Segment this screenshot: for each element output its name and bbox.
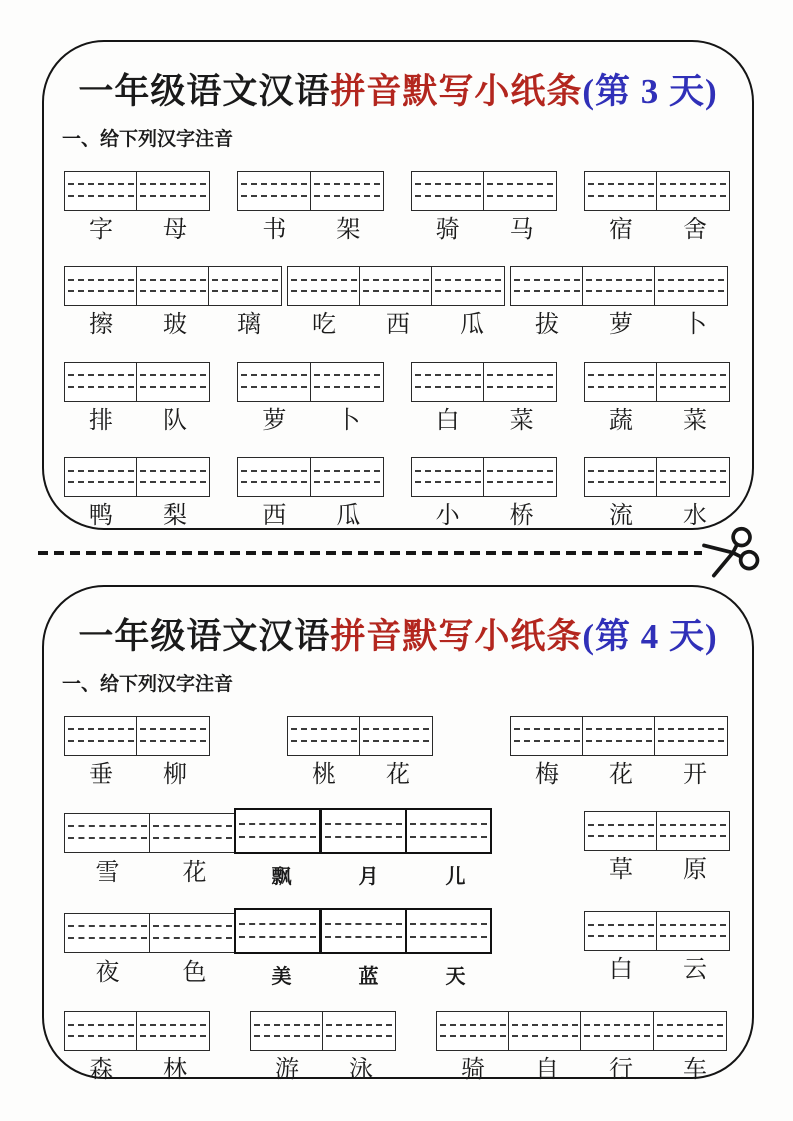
hanzi-label: 擦 (89, 312, 113, 339)
hanzi-label: 森 (89, 1057, 113, 1084)
hanzi-label: 桥 (509, 503, 534, 530)
pinyin-rows-day4 (60, 716, 736, 1084)
pinyin-cell (510, 716, 584, 756)
hanzi-labels (584, 951, 732, 983)
hanzi-label: 拔 (535, 312, 559, 339)
pinyin-cell (136, 1011, 210, 1051)
pinyin-cells (584, 911, 732, 951)
hanzi-label: 柳 (163, 762, 187, 788)
hanzi-label: 桃 (312, 762, 336, 788)
word-group (64, 266, 286, 338)
instruction-line: 一、给下列汉字注音 (62, 129, 234, 150)
pinyin-cell (64, 1011, 138, 1051)
card-title-day3 (60, 64, 736, 114)
hanzi-labels (64, 1051, 212, 1083)
hanzi-label: 游 (275, 1057, 299, 1084)
word-group (510, 266, 732, 338)
pinyin-cells (237, 171, 385, 211)
pinyin-cell (508, 1011, 582, 1051)
hanzi-label: 飘 (271, 866, 292, 889)
title-blue-part: (第 4 天) (582, 617, 718, 656)
word-group (64, 716, 212, 788)
hanzi-label: 蔬 (608, 407, 633, 434)
pinyin-cell (287, 266, 361, 306)
word-group (64, 362, 212, 434)
pinyin-cell (431, 266, 505, 306)
pinyin-cells (411, 171, 559, 211)
pinyin-cell (64, 457, 138, 497)
pinyin-cell (64, 813, 151, 853)
pinyin-cells (64, 911, 499, 954)
hanzi-labels (237, 211, 385, 243)
pinyin-cells (64, 716, 212, 756)
pinyin-cell (582, 716, 656, 756)
pinyin-cells (584, 171, 732, 211)
pinyin-cell (584, 911, 658, 951)
pinyin-cell (310, 362, 384, 402)
hanzi-label: 母 (163, 217, 187, 243)
hanzi-label: 雪 (95, 860, 120, 887)
hanzi-labels (411, 402, 559, 434)
pinyin-cell (584, 171, 658, 211)
pinyin-cell (582, 266, 656, 306)
hanzi-label: 花 (386, 762, 410, 788)
pinyin-cells (411, 457, 559, 497)
pinyin-cells (584, 811, 732, 851)
pinyin-cells (436, 1011, 732, 1051)
pinyin-cell (322, 1011, 396, 1051)
hanzi-label: 夜 (95, 960, 120, 987)
hanzi-label: 菜 (682, 407, 707, 434)
hanzi-label: 行 (609, 1057, 633, 1084)
pinyin-cells (287, 266, 509, 306)
pinyin-cell (64, 171, 138, 211)
hanzi-label: 萝 (609, 312, 633, 339)
pinyin-cell (149, 813, 236, 853)
title-blue-part: (第 3 天) (582, 72, 718, 111)
pinyin-cell (250, 1011, 324, 1051)
pinyin-cell (584, 362, 658, 402)
hanzi-labels (584, 211, 732, 243)
hanzi-label: 云 (683, 957, 707, 984)
word-group (584, 811, 732, 883)
pinyin-cell (405, 808, 492, 854)
hanzi-labels (250, 1051, 398, 1083)
pinyin-cells (64, 362, 212, 402)
hanzi-label: 天 (445, 966, 466, 989)
worksheet-card-day3 (42, 40, 754, 530)
hanzi-label: 色 (182, 960, 207, 987)
hanzi-labels (584, 851, 732, 883)
word-group (510, 716, 732, 788)
hanzi-label: 卜 (683, 312, 707, 339)
hanzi-label: 流 (608, 503, 633, 530)
hanzi-label: 骑 (461, 1057, 485, 1084)
pinyin-cells (64, 457, 212, 497)
pinyin-cells (64, 811, 499, 854)
title-red-part: 拼音默写小纸条 (330, 72, 583, 111)
pinyin-cell (436, 1011, 510, 1051)
hanzi-label: 原 (683, 857, 707, 884)
hanzi-labels (64, 497, 212, 529)
pinyin-cell (64, 913, 151, 953)
pinyin-cells (64, 1011, 212, 1051)
pinyin-cell (584, 811, 658, 851)
pinyin-cell (359, 266, 433, 306)
word-group (584, 911, 732, 983)
pinyin-row (64, 362, 732, 434)
hanzi-label: 字 (89, 217, 113, 243)
hanzi-label: 架 (336, 217, 361, 243)
word-group (250, 1011, 398, 1083)
word-group (64, 911, 499, 988)
hanzi-label: 璃 (237, 312, 261, 339)
hanzi-labels (411, 497, 559, 529)
hanzi-label: 书 (262, 217, 287, 243)
hanzi-label: 垂 (89, 762, 113, 788)
hanzi-labels (64, 211, 212, 243)
hanzi-label: 吃 (312, 312, 336, 339)
pinyin-cells (584, 362, 732, 402)
word-group (237, 457, 385, 529)
pinyin-cell (654, 716, 728, 756)
pinyin-cell (483, 171, 557, 211)
pinyin-cell (405, 908, 492, 954)
pinyin-cell (310, 457, 384, 497)
pinyin-row (64, 716, 732, 788)
pinyin-cell (654, 266, 728, 306)
pinyin-cell (411, 362, 485, 402)
hanzi-label: 美 (271, 966, 292, 989)
hanzi-label: 马 (509, 217, 534, 243)
hanzi-label: 蓝 (358, 966, 379, 989)
hanzi-label: 小 (435, 503, 460, 530)
pinyin-cell (136, 457, 210, 497)
hanzi-labels (436, 1051, 732, 1083)
word-group (411, 171, 559, 243)
hanzi-labels (584, 497, 732, 529)
hanzi-label: 儿 (445, 866, 466, 889)
word-group (584, 457, 732, 529)
pinyin-cell (149, 913, 236, 953)
pinyin-cell (136, 266, 210, 306)
pinyin-cells (64, 171, 212, 211)
hanzi-label: 排 (89, 407, 113, 434)
word-group (584, 362, 732, 434)
pinyin-cells (237, 362, 385, 402)
pinyin-cells (237, 457, 385, 497)
pinyin-cell (656, 171, 730, 211)
hanzi-label: 玻 (163, 312, 187, 339)
pinyin-cell (656, 811, 730, 851)
scissors-icon (698, 521, 767, 586)
pinyin-cells (250, 1011, 398, 1051)
cut-dashed-line (38, 551, 702, 555)
pinyin-cell (208, 266, 282, 306)
worksheet-card-day4 (42, 585, 754, 1084)
hanzi-label: 水 (682, 503, 707, 530)
pinyin-cells (510, 266, 732, 306)
hanzi-labels (64, 854, 499, 888)
hanzi-labels (237, 402, 385, 434)
hanzi-label: 车 (683, 1057, 707, 1084)
hanzi-labels (510, 756, 732, 788)
pinyin-cell (64, 716, 138, 756)
pinyin-cell (483, 362, 557, 402)
hanzi-labels (64, 954, 499, 988)
hanzi-label: 梨 (163, 503, 187, 530)
hanzi-label: 泳 (349, 1057, 373, 1084)
hanzi-label: 队 (163, 407, 187, 434)
hanzi-label: 月 (358, 866, 379, 889)
word-group (287, 266, 509, 338)
word-group (411, 362, 559, 434)
pinyin-row (64, 266, 732, 338)
pinyin-cell (510, 266, 584, 306)
word-group (287, 716, 435, 788)
hanzi-label: 菜 (509, 407, 534, 434)
hanzi-labels (64, 402, 212, 434)
pinyin-cell (580, 1011, 654, 1051)
hanzi-label: 梅 (535, 762, 559, 788)
hanzi-label: 舍 (682, 217, 707, 243)
word-group (64, 1011, 212, 1083)
hanzi-labels (411, 211, 559, 243)
hanzi-label: 自 (535, 1057, 559, 1084)
pinyin-cells (287, 716, 435, 756)
hanzi-label: 花 (182, 860, 207, 887)
pinyin-cell (237, 362, 311, 402)
pinyin-cell (310, 171, 384, 211)
hanzi-label: 萝 (262, 407, 287, 434)
pinyin-cell (234, 808, 321, 854)
word-group (64, 457, 212, 529)
hanzi-label: 宿 (608, 217, 633, 243)
hanzi-label: 西 (262, 503, 287, 530)
word-group (64, 171, 212, 243)
hanzi-labels (287, 756, 435, 788)
pinyin-cell (656, 362, 730, 402)
hanzi-label: 白 (435, 407, 460, 434)
title-red-part: 拼音默写小纸条 (330, 617, 583, 656)
word-group (64, 811, 499, 888)
cut-divider (38, 531, 760, 575)
hanzi-label: 鸭 (89, 503, 113, 530)
hanzi-labels (584, 402, 732, 434)
hanzi-label: 卜 (336, 407, 361, 434)
hanzi-label: 开 (683, 762, 707, 788)
hanzi-label: 瓜 (460, 312, 484, 339)
title-black-part: 一年级语文汉语 (78, 72, 331, 111)
pinyin-row (64, 171, 732, 243)
pinyin-cell (653, 1011, 727, 1051)
pinyin-cell (237, 457, 311, 497)
pinyin-cell (411, 171, 485, 211)
word-group (237, 171, 385, 243)
pinyin-cells (64, 266, 286, 306)
pinyin-cell (64, 266, 138, 306)
pinyin-rows-day3 (60, 171, 736, 530)
hanzi-label: 骑 (435, 217, 460, 243)
pinyin-cell (584, 457, 658, 497)
pinyin-cell (234, 908, 321, 954)
pinyin-cells (411, 362, 559, 402)
word-group (411, 457, 559, 529)
word-group (436, 1011, 732, 1083)
pinyin-cell (656, 911, 730, 951)
pinyin-row (64, 911, 732, 988)
pinyin-row (64, 1011, 732, 1083)
pinyin-cell (411, 457, 485, 497)
hanzi-label: 林 (163, 1057, 187, 1084)
hanzi-labels (510, 306, 732, 338)
pinyin-cells (510, 716, 732, 756)
word-group (237, 362, 385, 434)
title-black-part: 一年级语文汉语 (78, 617, 331, 656)
hanzi-label: 草 (609, 857, 633, 884)
pinyin-cell (136, 171, 210, 211)
pinyin-cell (656, 457, 730, 497)
hanzi-label: 白 (609, 957, 633, 984)
pinyin-cell (64, 362, 138, 402)
pinyin-cell (483, 457, 557, 497)
pinyin-cell (237, 171, 311, 211)
hanzi-labels (64, 306, 286, 338)
hanzi-labels (287, 306, 509, 338)
pinyin-cell (320, 908, 407, 954)
pinyin-cell (136, 716, 210, 756)
pinyin-row (64, 457, 732, 529)
word-group (584, 171, 732, 243)
pinyin-cells (584, 457, 732, 497)
pinyin-cell (136, 362, 210, 402)
hanzi-labels (64, 756, 212, 788)
pinyin-cell (287, 716, 361, 756)
pinyin-cell (359, 716, 433, 756)
hanzi-label: 瓜 (336, 503, 361, 530)
hanzi-label: 西 (386, 312, 410, 339)
instruction-line: 一、给下列汉字注音 (62, 674, 234, 695)
hanzi-labels (237, 497, 385, 529)
hanzi-label: 花 (609, 762, 633, 788)
pinyin-cell (320, 808, 407, 854)
card-title-day4 (60, 609, 736, 659)
pinyin-row (64, 811, 732, 888)
